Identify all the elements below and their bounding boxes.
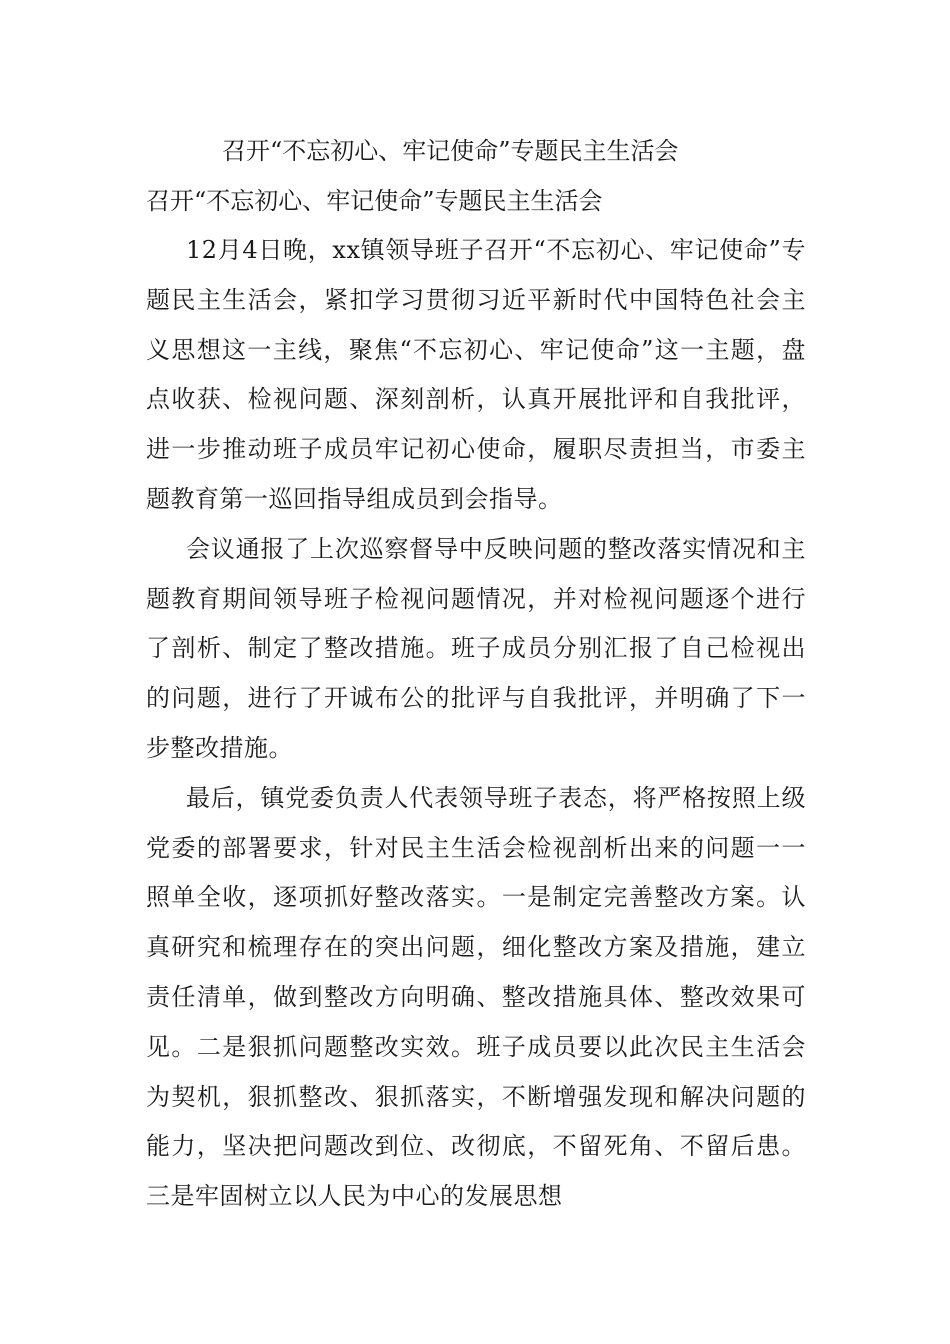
document-title: 召开“不忘初心、牢记使命”专题民主生活会 [222,137,679,165]
paragraph-3: 最后，镇党委负责人代表领导班子表态，将严格按照上级党委的部署要求，针对民主生活会检视剖析出来的问题一一照单全收，逐项抓好整改落实。一是制定完善整改方案。认真研究和梳理存在的突出问题，细化整改方案及措施，建立责任清单，做到整改方向明确、整改措施具体、整改效果可见。二是狠抓问题整改实效。班子成员要以此次民主生活会为契机，狠抓整改、狠抓落实，不断增强发现和解决问题的能力，坚决把问题改到位、改彻底，不留死角、不留后患。三是牢固树立以人民为中心的发展思想 [146,783,806,1211]
document-subtitle: 召开“不忘初心、牢记使命”专题民主生活会 [146,187,603,215]
paragraph-2: 会议通报了上次巡察督导中反映问题的整改落实情况和主题教育期间领导班子检视问题情况，并对检视问题逐个进行了剖析、制定了整改措施。班子成员分别汇报了自己检视出的问题，进行了开诚布公的批评与自我批评，并明确了下一步整改措施。 [146,534,806,762]
paragraph-1: 12月4日晚，xx镇领导班子召开“不忘初心、牢记使命”专题民主生活会，紧扣学习贯彻习近平新时代中国特色社会主义思想这一主线，聚焦“不忘初心、牢记使命”这一主题，盘点收获、检视问题、深刻剖析，认真开展批评和自我批评，进一步推动班子成员牢记初心使命，履职尽责担当，市委主题教育第一巡回指导组成员到会指导。 [146,236,806,513]
document-body [146,226,806,1222]
